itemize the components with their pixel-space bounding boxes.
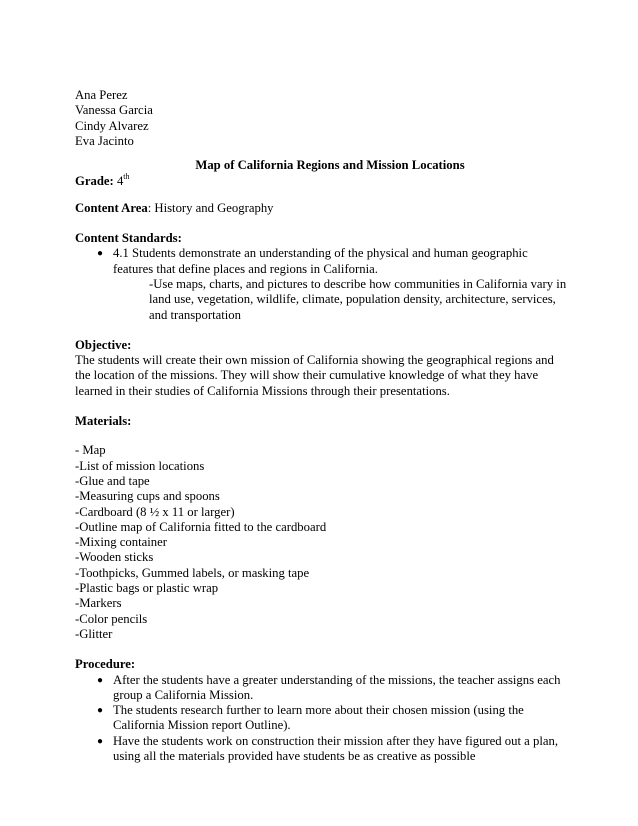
objective-heading-text: Objective: xyxy=(75,337,132,352)
procedure-step xyxy=(75,734,575,765)
list-item: -Plastic bags or plastic wrap xyxy=(75,581,219,596)
content-standards-heading xyxy=(75,231,575,246)
document-page xyxy=(75,88,575,764)
grade-line xyxy=(75,174,575,189)
content-area-value: : History and Geography xyxy=(147,200,274,215)
list-item: -Outline map of California fitted to the cardboard xyxy=(75,519,327,534)
grade-label: Grade: xyxy=(75,174,114,189)
list-item: -Mixing container xyxy=(75,535,167,550)
bullet-icon: ● xyxy=(97,674,104,686)
procedure-line: group a California Mission. xyxy=(113,687,254,702)
list-item: -Color pencils xyxy=(75,611,148,626)
standard-line: 4.1 Students demonstrate an understanding of the physical and human geographic xyxy=(113,246,528,261)
objective-line: learned in their studies of California Missions through their presentations. xyxy=(75,383,450,398)
standard-sub-line: and transportation xyxy=(149,307,241,322)
standard-line: features that define places and regions in California. xyxy=(113,261,378,276)
procedure-step xyxy=(75,673,575,704)
list-item: -Markers xyxy=(75,596,122,611)
list-item: -Measuring cups and spoons xyxy=(75,489,220,504)
list-item: -Toothpicks, Gummed labels, or masking tape xyxy=(75,565,310,580)
grade-value: 4 xyxy=(116,174,124,189)
author-name: Ana Perez xyxy=(75,88,128,102)
objective-line: The students will create their own mission of California showing the geographical regions and xyxy=(75,353,554,368)
list-item: -Glue and tape xyxy=(75,473,150,488)
content-area-label: Content Area xyxy=(75,200,148,215)
list-item: -Wooden sticks xyxy=(75,550,154,565)
procedure-list xyxy=(75,673,575,765)
author-name: Eva Jacinto xyxy=(75,133,134,148)
author-name: Cindy Alvarez xyxy=(75,118,149,133)
procedure-step xyxy=(75,703,575,734)
list-item: - Map xyxy=(75,443,106,458)
procedure-heading xyxy=(75,657,575,672)
content-area-line xyxy=(75,201,575,216)
procedure-line: The students research further to learn more about their chosen mission (using the xyxy=(113,703,524,718)
standard-sub-line: -Use maps, charts, and pictures to describe how communities in California vary in xyxy=(149,276,567,291)
materials-heading xyxy=(75,414,575,429)
procedure-line: Have the students work on construction their mission after they have figured out a plan, xyxy=(113,733,559,748)
objective-line: the location of the missions. They will show their cumulative knowledge of what they have xyxy=(75,368,539,383)
list-item: -List of mission locations xyxy=(75,458,205,473)
grade-superscript: th xyxy=(123,172,130,182)
materials-list xyxy=(75,443,575,642)
materials-heading-text: Materials: xyxy=(75,414,132,429)
standard-sub-line: land use, vegetation, wildlife, climate, population density, architecture, services, xyxy=(149,292,556,307)
standard-sub-item xyxy=(75,277,575,323)
procedure-heading-text: Procedure: xyxy=(75,657,136,672)
list-item: -Glitter xyxy=(75,626,113,641)
bullet-icon: ● xyxy=(97,705,104,717)
bullet-icon: ● xyxy=(97,735,104,747)
document-title: Map of California Regions and Mission Locations xyxy=(195,158,465,173)
procedure-line: After the students have a greater understanding of the missions, the teacher assigns each xyxy=(113,672,561,687)
procedure-line: California Mission report Outline). xyxy=(113,718,291,733)
procedure-line: using all the materials provided have students be as creative as possible xyxy=(113,748,476,763)
standard-item xyxy=(75,246,575,277)
list-item: -Cardboard (8 ½ x 11 or larger) xyxy=(75,504,235,519)
author-list xyxy=(75,88,575,149)
objective-heading xyxy=(75,338,575,353)
author-name: Vanessa Garcia xyxy=(75,103,153,118)
content-standards-heading-text: Content Standards: xyxy=(75,231,182,246)
bullet-icon: ● xyxy=(97,248,104,260)
